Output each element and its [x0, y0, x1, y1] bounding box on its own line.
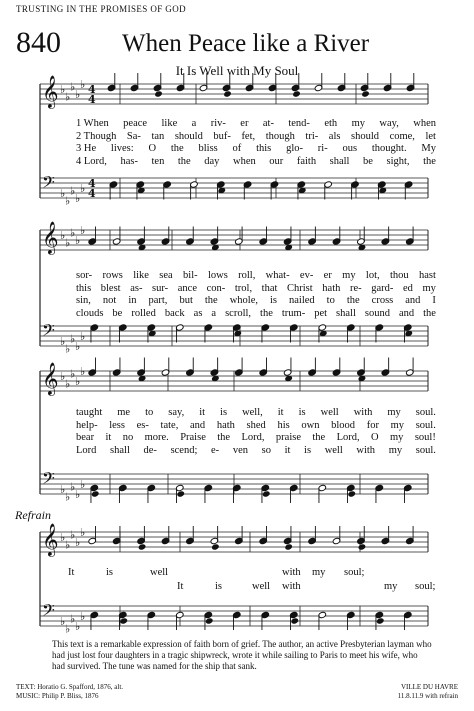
refrain-syllable: my [384, 581, 398, 592]
note-head [205, 617, 214, 624]
flat-sign: ♭ [60, 615, 66, 628]
note-head [138, 543, 147, 550]
flat-sign: ♭ [65, 90, 71, 104]
bass-clef: 𝄢 [42, 468, 55, 492]
treble-clef: 𝄞 [42, 75, 59, 108]
flat-sign: ♭ [60, 335, 66, 348]
flat-sign: ♭ [80, 182, 86, 195]
hymn-number: 840 [16, 26, 61, 59]
bass-clef: 𝄢 [42, 320, 55, 344]
refrain-syllable: is [215, 581, 223, 592]
treble-clef: 𝄞 [42, 362, 59, 395]
tune-name: VILLE DU HAVRE [400, 683, 458, 691]
treble-clef: 𝄞 [42, 221, 59, 254]
flat-sign: ♭ [75, 234, 81, 247]
bass-clef: 𝄢 [42, 172, 55, 196]
text-credit: TEXT: Horatio G. Spafford, 1876, alt. [16, 683, 124, 691]
flat-sign: ♭ [75, 488, 81, 501]
refrain-syllable: my [312, 567, 326, 578]
flat-sign: ♭ [80, 224, 86, 237]
verse-line: help- less es- tate, and hath shed his own blood for my soul. [76, 419, 436, 431]
refrain-syllable: It [177, 581, 184, 592]
flat-sign: ♭ [80, 610, 86, 623]
hymn-title: When Peace like a River [122, 30, 370, 57]
note-head [292, 90, 301, 97]
refrain-syllable: with [282, 567, 301, 578]
refrain-syllable: soul; [344, 567, 365, 578]
verse-line: Lord shall de- scend; e- ven so it is well with my soul. [76, 444, 436, 456]
flat-sign: ♭ [80, 330, 86, 343]
note-head [91, 490, 100, 497]
lyrics-system-3 [76, 407, 436, 457]
note-head [154, 90, 163, 97]
lyrics-system-2 [76, 270, 436, 320]
flat-sign: ♭ [60, 229, 66, 242]
verse-line: 4 Lord, has- ten the day when our faith shall be sight, the [76, 155, 436, 167]
verse-line: bear it no more. Praise the Lord, praise the Lord, O my soul! [76, 432, 436, 443]
flat-sign: ♭ [65, 342, 71, 356]
note-head [290, 617, 299, 624]
flat-sign: ♭ [60, 187, 66, 200]
section-heading: TRUSTING IN THE PROMISES OF GOD [16, 4, 186, 14]
hymn-note: This text is a remarkable expression of faith born of grief. The author, an active Presbyterian layman who had just lost four daughters in a tragic shipwreck, wrote it while sailing to Paris to meet his wife, who had survived. The tune was named for the ship that sank. [52, 639, 432, 671]
flat-sign: ♭ [80, 365, 86, 378]
note-head [376, 617, 385, 624]
note-head [176, 490, 185, 497]
flat-sign: ♭ [70, 612, 76, 626]
flat-sign: ♭ [75, 88, 81, 101]
verse-line: 1 When peace like a riv- er at- tend- eth my way, when [76, 118, 436, 129]
flat-sign: ♭ [60, 83, 66, 96]
flat-sign: ♭ [70, 528, 76, 542]
flat-sign: ♭ [70, 184, 76, 198]
flat-sign: ♭ [65, 538, 71, 552]
flat-sign: ♭ [75, 620, 81, 633]
flat-sign: ♭ [75, 340, 81, 353]
music-credit: MUSIC: Philip P. Bliss, 1876 [16, 692, 99, 700]
flat-sign: ♭ [60, 483, 66, 496]
flat-sign: ♭ [60, 531, 66, 544]
note-head [284, 543, 293, 550]
time-signature-bottom: 4 [88, 93, 96, 106]
refrain-syllable: well [150, 567, 169, 578]
verse-line: sor- rows like sea bil- lows roll, what- ev- er my lot, thou hast [76, 270, 436, 281]
verse-line: clouds be rolled back as a scroll, the trum- pet shall sound and the [76, 307, 436, 319]
verse-line: 2 Though Sa- tan should buf- fet, though tri- als should come, let [76, 130, 436, 142]
flat-sign: ♭ [75, 192, 81, 205]
refrain-label: Refrain [15, 508, 51, 522]
note-head [211, 543, 220, 550]
flat-sign: ♭ [65, 377, 71, 391]
lyrics-system-1 [76, 118, 436, 168]
meter: 11.8.11.9 with refrain [397, 692, 458, 700]
note-head [262, 490, 271, 497]
flat-sign: ♭ [70, 332, 76, 346]
flat-sign: ♭ [80, 526, 86, 539]
refrain-syllable: is [106, 567, 114, 578]
note-head [347, 490, 356, 497]
note-head [223, 90, 232, 97]
flat-sign: ♭ [60, 370, 66, 383]
flat-sign: ♭ [65, 236, 71, 250]
verse-line: sin, not in part, but the whole, is nailed to the cross and I [76, 295, 436, 306]
flat-sign: ♭ [65, 622, 71, 636]
refrain-syllable: with [282, 581, 301, 592]
flat-sign: ♭ [80, 78, 86, 91]
flat-sign: ♭ [70, 80, 76, 94]
note-head [361, 90, 370, 97]
time-signature-bottom: 4 [88, 187, 96, 200]
treble-clef: 𝄞 [42, 523, 59, 556]
bass-clef: 𝄢 [42, 600, 55, 624]
flat-sign: ♭ [70, 480, 76, 494]
flat-sign: ♭ [70, 367, 76, 381]
refrain-syllable: It [68, 567, 75, 578]
flat-sign: ♭ [70, 226, 76, 240]
time-signature-top: 4 [88, 83, 96, 96]
refrain-syllable: soul; [415, 581, 436, 592]
time-signature-top: 4 [88, 177, 96, 190]
flat-sign: ♭ [75, 375, 81, 388]
refrain-syllable: well [252, 581, 271, 592]
verse-line: this blest as- sur- ance con- trol, that Christ hath re- gard- ed my [76, 282, 436, 294]
flat-sign: ♭ [65, 490, 71, 504]
hymn-subtitle: It Is Well with My Soul [175, 63, 299, 78]
flat-sign: ♭ [65, 194, 71, 208]
note-head [358, 543, 367, 550]
flat-sign: ♭ [75, 536, 81, 549]
flat-sign: ♭ [80, 478, 86, 491]
note-head [119, 617, 128, 624]
verse-line: 3 He lives: O the bliss of this glo- ri- ous thought. My [76, 143, 436, 154]
verse-line: taught me to say, it is well, it is well with my soul. [76, 407, 436, 418]
